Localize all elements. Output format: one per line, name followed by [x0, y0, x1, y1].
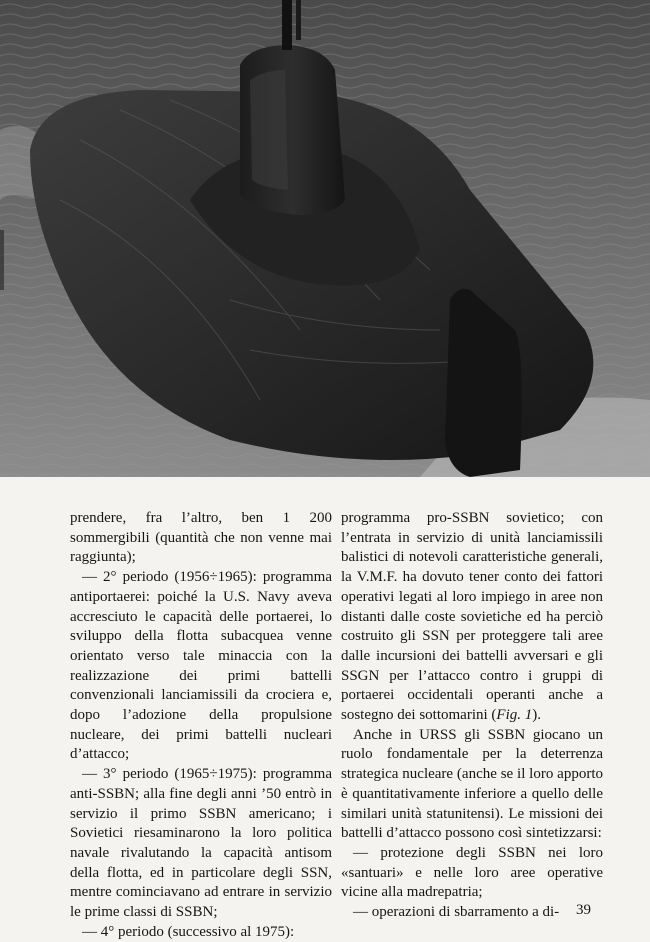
- left-column: [70, 509, 332, 942]
- right-paragraph-4: — operazioni di sbarramento a di-: [353, 904, 560, 921]
- right-paragraph-1: [341, 509, 603, 726]
- page-number: 39: [576, 902, 591, 918]
- right-paragraph-2: Anche in URSS gli SSBN giocano un ruolo fondamentale per la deterrenza strategica nucleare (anche se il loro apporto è quantitativamente inferiore a quello delle similari unità statunitensi). Le missioni dei battelli d’attacco possono così sintetizzarsi:: [341, 726, 603, 842]
- left-paragraph-1: prendere, fra l’altro, ben 1 200 sommergibili (quantità che non venne mai raggiunta);: [70, 510, 332, 566]
- left-paragraph-4: — 4° periodo (successivo al 1975):: [82, 923, 295, 940]
- left-paragraph-3: — 3° periodo (1965÷1975): programma anti-SSBN; alla fine degli anni ’50 entrò in servizio il primo SSBN americano; i Sovietici riesaminarono la loro politica navale rivalutando la capacità antisom della flotta, ed in particolare degli SSN, mentre cominciavano ad entrare in servizio le prime classi di SSBN;: [70, 766, 332, 921]
- right-paragraph-3: — protezione degli SSBN nei loro «santuari» e nelle loro aree operative vicine alla madrepatria;: [341, 844, 603, 901]
- right-paragraph-1-text: programma pro-SSBN sovietico; con l’entrata in servizio di unità lanciamissili balistici di notevoli caratteristiche generali, la V.M.F. ha dovuto tener conto dei fattori operativi legati al loro impiego in aree non distanti dalle coste sovietiche ed ha perciò costruito gli SSN per proteggere tali aree dalle incursioni dei battelli avversari e gli SSGN per l’attacco contro i gruppi di portaerei occidentali operanti anche a sostegno dei sottomarini (: [341, 510, 603, 724]
- left-paragraph-2: — 2° periodo (1956÷1965): programma antiportaerei: poiché la U.S. Navy aveva accresciuto le capacità delle portaerei, lo sviluppo della flotta subacquea venne orientato verso tale minaccia con la realizzazione dei primi battelli convenzionali lanciamissili da crociera e, dopo l’adozione della propulsione nucleare, dei primi battelli nucleari d’attacco;: [70, 569, 332, 763]
- right-column: [341, 509, 603, 923]
- figure-reference: Fig. 1: [496, 707, 533, 724]
- right-paragraph-1-end: ).: [532, 707, 541, 724]
